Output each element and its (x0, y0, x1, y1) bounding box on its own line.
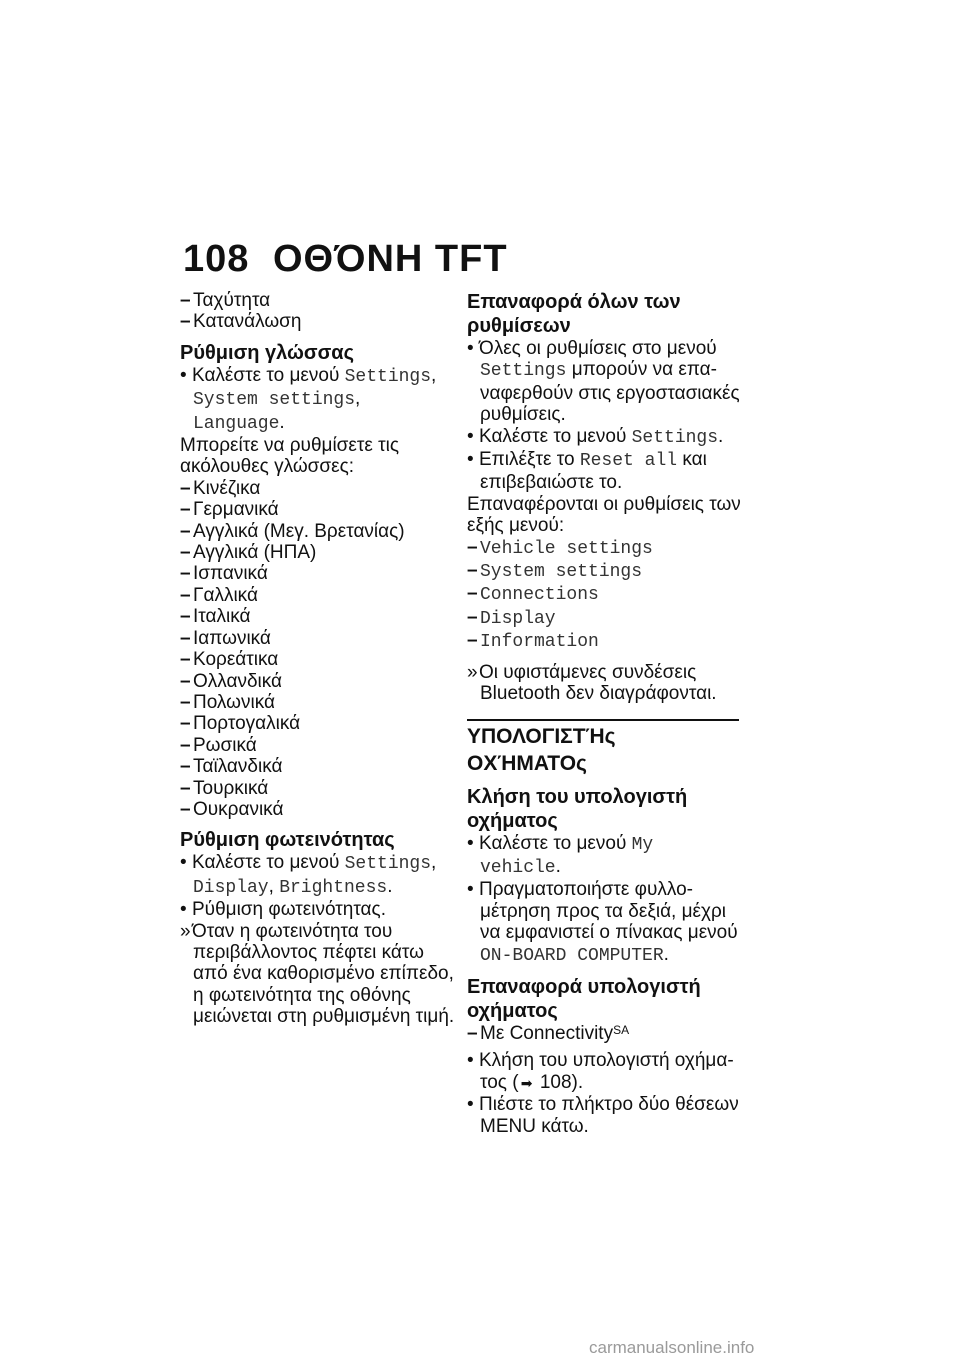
list-item: – Πορτογαλικά (180, 713, 301, 735)
list-item: – Ρωσικά (180, 734, 257, 756)
watermark: carmanualsonline.info (589, 1338, 755, 1357)
section-divider (467, 719, 739, 777)
language-intro: ακόλουθες γλώσσες: (180, 456, 355, 478)
page-title: ΟΘΌΝΗ TFT (273, 238, 508, 280)
list-item: – Αγγλικά (ΗΠΑ) (180, 542, 317, 564)
page-number: 108 (183, 238, 250, 280)
list-item: – Information (467, 630, 599, 653)
list-item: – Γερμανικά (180, 499, 279, 521)
reset-all-heading: Επαναφορά όλων των ρυθμίσεων (467, 291, 681, 337)
language-intro: Μπορείτε να ρυθμίσετε τις (180, 435, 400, 457)
reset-all-intro: Επαναφέρονται οι ρυθμίσεις των (467, 493, 741, 515)
reset-all-note: »Οι υφιστάμενες συνδέσεις Bluetooth δεν διαγράφονται. (467, 661, 717, 705)
list-item: – Ιταλικά (180, 606, 251, 628)
list-item: – Connections (467, 583, 599, 606)
list-item: – Ιαπωνικά (180, 627, 271, 649)
brightness-heading: Ρύθμιση φωτεινότητας (180, 829, 395, 852)
list-item: – Κορεάτικα (180, 649, 279, 671)
list-item: – Vehicle settings (467, 536, 653, 559)
reset-all-bullet-3: • Επιλέξτε το Reset all και επιβεβαιώστε το. (467, 449, 707, 494)
reset-all-bullet-1: • Όλες οι ρυθμίσεις στο μενού Settings μπορούν να επα- ναφερθούν στις εργοστασιακές ρυθμίσεις. (467, 338, 740, 426)
list-item: – Με Connectivity$^{SA}$ (467, 1022, 630, 1044)
list-item: – Αγγλικά (Μεγ. Βρετανίας) (180, 520, 405, 542)
trip-call-heading: Κλήση του υπολογιστή οχήματος (467, 785, 688, 832)
page-header (183, 238, 508, 281)
left-column (180, 290, 455, 1028)
reset-all-bullet-2: • Καλέστε το μενού Settings. (467, 425, 724, 448)
arrow-right-icon: ➡ (520, 1074, 533, 1091)
list-item: – Ουκρανικά (180, 798, 284, 820)
list-item: – Γαλλικά (180, 584, 258, 606)
language-list (180, 478, 448, 821)
list-item: – Κινέζικα (180, 477, 261, 499)
brightness-bullet-1: • Καλέστε το μενού Settings, Display, Brightness. (180, 852, 437, 898)
list-item: – Κατανάλωση (180, 311, 302, 333)
list-item: – Ταχύτητα (180, 290, 271, 311)
list-item: – Πολωνικά (180, 691, 275, 713)
list-item: – Ισπανικά (180, 563, 268, 585)
language-heading: Ρύθμιση γλώσσας (180, 341, 354, 364)
list-item: – Display (467, 606, 556, 629)
reset-menu-list (467, 537, 739, 654)
trip-call-bullet-1: • Καλέστε το μενού My vehicle. (467, 832, 654, 878)
list-item: – System settings (467, 560, 643, 583)
reset-all-intro: εξής μενού: (467, 515, 565, 537)
trip-call-bullet-2: • Πραγματοποιήστε φυλλο- μέτρηση προς τα δεξιά, μέχρι να εμφανιστεί ο πίνακας μενού ON-BOARD COMPUTER. (467, 879, 738, 966)
right-column (467, 290, 739, 1137)
brightness-bullet-2: • Ρύθμιση φωτεινότητας. (180, 899, 386, 921)
list-item: – Τουρκικά (180, 777, 269, 799)
list-item: – Ολλανδικά (180, 670, 283, 692)
section-title: ΥΠΟΛΟΓΙΣΤΉς ΟΧΉΜΑΤΟς (467, 724, 616, 775)
language-bullet-1: • Καλέστε το μενού Settings, System settings, Language. (180, 364, 437, 434)
trip-reset-heading: Επαναφορά υπολογιστή οχήματος (467, 975, 701, 1022)
list-item: – Ταϊλανδικά (180, 756, 283, 778)
brightness-note: »Όταν η φωτεινότητα του περιβάλλοντος πέφτει κάτω από ένα καθορισμένο επίπεδο, η φωτεινότητα της οθόνης μειώνεται στη ρυθμισμένη τιμή. (180, 920, 455, 1028)
trip-reset-bullet-2: • Πιέστε το πλήκτρο δύο θέσεων MENU κάτω. (467, 1094, 739, 1137)
trip-reset-bullet-1: • Κλήση του υπολογιστή οχήμα- τος ( ➡ 108). (467, 1050, 734, 1093)
